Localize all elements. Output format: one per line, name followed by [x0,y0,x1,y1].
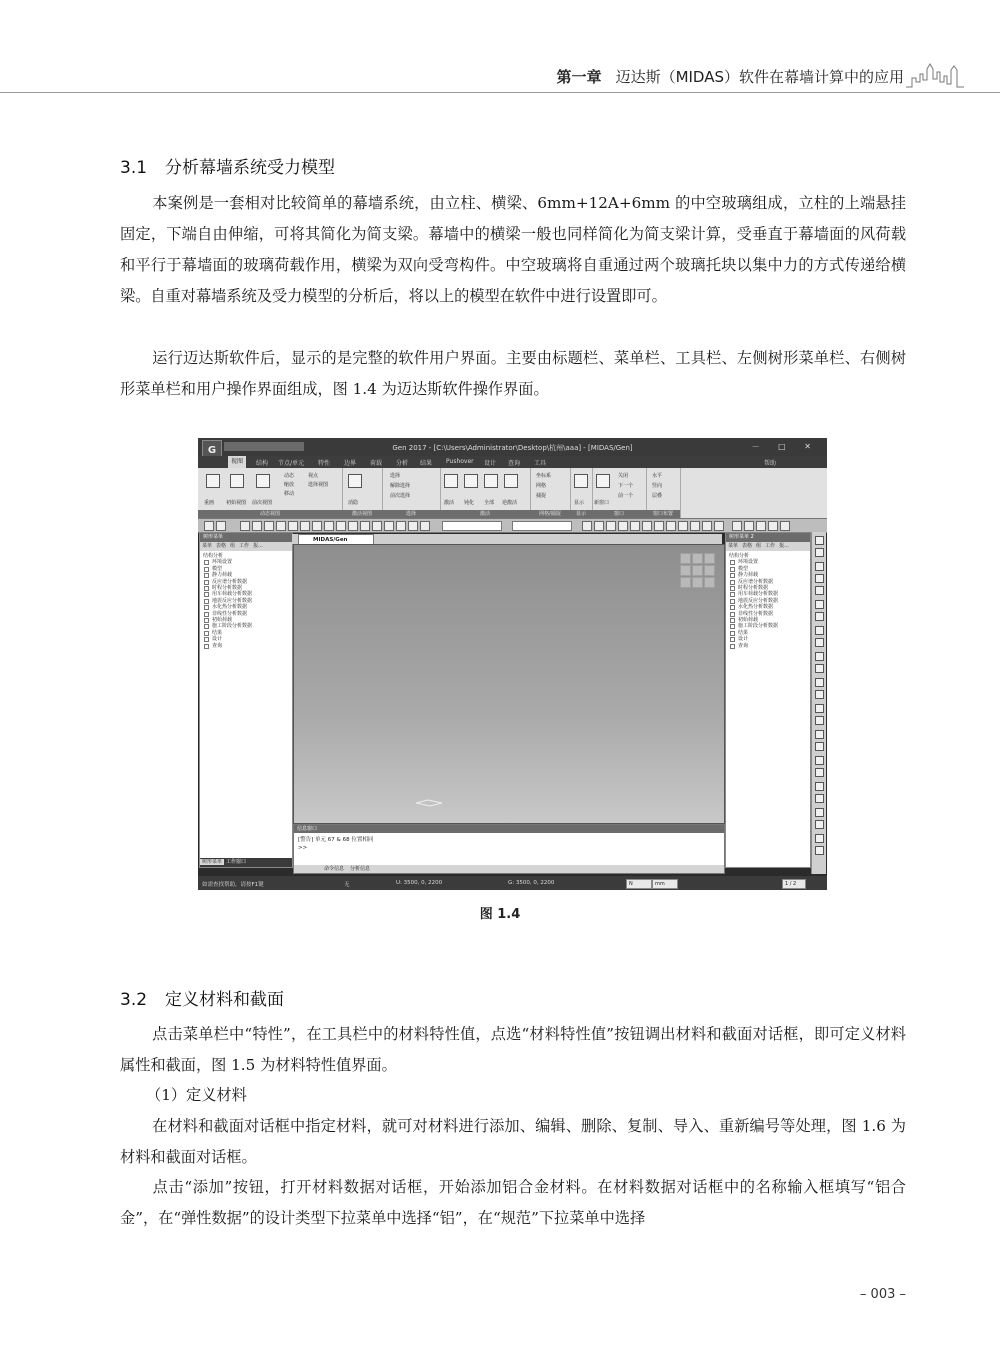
tool-icon[interactable] [815,794,824,803]
panel-title: 树形菜单 [200,533,292,542]
inverse-activate-icon[interactable] [504,474,518,488]
tree-item[interactable]: 环境设置 [200,559,292,565]
app-logo[interactable]: G [202,440,222,464]
redraw-icon[interactable] [206,474,220,488]
next-window-label[interactable]: 下一个 [618,483,634,489]
tree-item[interactable]: 查询 [726,643,810,649]
tool-icon[interactable] [815,626,824,635]
tab-work-window[interactable]: 工作窗口 [226,859,247,865]
document-tab[interactable]: MIDAS/Gen [298,534,374,544]
paragraph: 点击菜单栏中“特性”，在工具栏中的材料特性值，点选“材料特性值”按钮调出材料和截面对话框，即可定义材料属性和截面，图 1.5 为材料特性值界面。 [120,1025,906,1074]
tree-item[interactable]: 时程分析数据 [200,585,292,591]
select-label[interactable]: 选择 [390,473,401,479]
status-coord-g: G: 3500, 0, 2200 [508,880,555,886]
panel-tab[interactable]: 工作 [239,543,250,549]
ribbon-group-label: 激活 [440,510,530,518]
tree-item[interactable]: 用车荷载分析数据 [200,591,292,597]
ribbon-group-select [382,468,441,518]
figure-caption: 图 1.4 [479,907,521,922]
tree-item[interactable]: 设计 [726,636,810,642]
tool-icon[interactable] [815,574,824,583]
document-tab-strip [292,534,722,544]
unselect-label[interactable]: 解除选择 [390,483,411,489]
tool-icon[interactable] [744,521,754,531]
panel-tab[interactable]: 报... [779,543,789,549]
tree-menu [726,553,810,649]
status-selection: 无 [344,882,350,888]
status-coord-u: U: 3500, 0, 2200 [396,880,443,886]
ribbon-group-activate [440,468,531,518]
tool-icon[interactable] [300,521,310,531]
menu-design[interactable]: 设计 [484,460,497,467]
redo-icon[interactable] [216,521,226,531]
tree-item[interactable]: 水化热分析数据 [726,604,810,610]
menu-properties[interactable]: 特性 [318,460,331,467]
tool-icon[interactable] [815,730,824,739]
panel-tabs [200,542,292,551]
tool-icon[interactable] [690,521,700,531]
status-help: 如需查找帮助，请按F1键 [202,882,264,888]
tool-icon[interactable] [606,521,616,531]
tree-item[interactable]: 施工阶段分析数据 [726,623,810,629]
tool-icon[interactable] [348,521,358,531]
menu-boundary[interactable]: 边界 [344,460,357,467]
redraw-label[interactable]: 重画 [204,500,215,506]
tool-icon[interactable] [714,521,724,531]
command-field[interactable] [442,521,502,531]
hide-label[interactable]: 消隐 [348,500,359,506]
tree-item[interactable]: 静力荷载 [200,572,292,578]
new-window-label[interactable]: 新窗口 [594,500,610,506]
panel-tab[interactable]: 菜单 [202,543,213,549]
tool-icon[interactable] [815,704,824,713]
tool-icon[interactable] [815,652,824,661]
tool-icon[interactable] [336,521,346,531]
tool-icon[interactable] [815,820,824,829]
paragraph: 点击“添加”按钮，打开材料数据对话框，开始添加铝合金材料。在材料数据对话框中的名称输入框填写“铝合金”，在“弹性数据”的设计类型下拉菜单中选择“铝”，在“规范”下拉菜单中选择 [120,1178,906,1227]
message-line: [警告] 单元 67 & 68 位置相同 [298,837,374,843]
message-tabs [294,865,724,873]
force-unit-select[interactable]: N [626,879,652,889]
ribbon-group-grid-snap [530,468,571,518]
tool-icon[interactable] [396,521,406,531]
tool-icon[interactable] [815,716,824,725]
paragraph: 在材料和截面对话框中指定材料，就可对材料进行添加、编辑、删除、复制、导入、重新编号等处理，图 1.6 为材料和截面对话框。 [120,1117,906,1166]
tool-icon[interactable] [815,612,824,621]
page-indicator[interactable]: 1 / 2 [782,879,806,889]
menu-load[interactable]: 荷载 [370,460,383,467]
tree-menu [200,553,292,649]
panel-tab[interactable]: 表格 [742,543,753,549]
ribbon-group-label: 网格/捕捉 [530,510,570,518]
command-prompt[interactable]: >> [298,845,308,851]
tool-icon[interactable] [815,586,824,595]
tool-icon[interactable] [815,846,824,855]
panel-tab[interactable]: 组 [230,543,236,549]
tool-icon[interactable] [678,521,688,531]
ribbon-group-window [592,468,647,518]
tool-icon[interactable] [815,768,824,777]
page-number: – 003 – [859,1287,906,1302]
model-view-canvas[interactable] [293,544,725,824]
tool-icon[interactable] [815,536,824,545]
tool-icon[interactable] [594,521,604,531]
tool-icon[interactable] [582,521,592,531]
tree-item[interactable]: 地震反应分析数据 [726,598,810,604]
tree-item[interactable]: 环境设置 [726,559,810,565]
inverse-activate-label[interactable]: 逆激活 [502,500,518,506]
display-label[interactable]: 显示 [574,500,585,506]
section-heading-3-1: 3.1 分析幕墙系统受力模型 [120,158,336,178]
skyline-icon [906,60,964,88]
horizontal-label[interactable]: 水平 [652,473,663,479]
menu-analysis[interactable]: 分析 [396,460,409,467]
tool-icon[interactable] [815,548,824,557]
tree-item[interactable]: 设计 [200,636,292,642]
tree-item[interactable]: 施工阶段分析数据 [200,623,292,629]
window-controls[interactable]: － □ ✕ [751,442,819,451]
ribbon-group-dynamic-view [198,468,343,518]
menu-tools[interactable]: 工具 [534,460,547,467]
menu-help[interactable]: 帮助 [764,460,777,467]
tree-item[interactable]: 非线性分析数据 [726,611,810,617]
command-field[interactable] [512,521,572,531]
menu-pushover[interactable]: Pushover [446,458,474,465]
tool-icon[interactable] [618,521,628,531]
panel-tab[interactable]: 报... [253,543,263,549]
vertical-label[interactable]: 竖向 [652,483,663,489]
tool-icon[interactable] [815,600,824,609]
tool-icon[interactable] [420,521,430,531]
ribbon-group-label: 窗口 [592,510,646,518]
new-window-icon[interactable] [596,474,610,488]
tree-item[interactable]: 结果 [726,630,810,636]
pan-label[interactable]: 移动 [284,491,295,497]
grid-label[interactable]: 网格 [536,483,547,489]
software-screenshot-figure [198,438,827,890]
panel-tab[interactable]: 组 [756,543,762,549]
tool-icon[interactable] [815,742,824,751]
tab-analysis-info[interactable]: 分析信息 [350,866,371,872]
tree-item[interactable]: 地震反应分析数据 [200,598,292,604]
window-titlebar [198,438,827,456]
hide-icon[interactable] [348,474,362,488]
initial-view-icon[interactable] [230,474,244,488]
deactivate-icon[interactable] [464,474,478,488]
tree-item[interactable]: 静力荷载 [726,572,810,578]
tree-item[interactable]: 结构分析 [729,553,750,559]
panel-tab[interactable]: 表格 [216,543,227,549]
right-tree-panel [725,532,811,868]
tool-icon[interactable] [324,521,334,531]
tool-icon[interactable] [815,782,824,791]
display-icon[interactable] [574,474,588,488]
tree-item[interactable]: 初始荷载 [726,617,810,623]
ribbon-group-window-layout [646,468,681,518]
paragraph: 运行迈达斯软件后，显示的是完整的软件用户界面。主要由标题栏、菜单栏、工具栏、左侧树形菜单栏、右侧树形菜单栏和用户操作界面组成，图 1.4 为迈达斯软件操作界面。 [120,349,906,398]
subheading: （1）定义材料 [146,1086,247,1104]
dynamic-label[interactable]: 动态 [284,473,295,479]
activate-icon[interactable] [444,474,458,488]
tree-item[interactable]: 模型 [200,566,292,572]
running-header [557,66,904,87]
all-icon[interactable] [484,474,498,488]
ribbon-group-label: 显示 [570,510,592,518]
panel-title: 树形菜单 2 [726,533,810,542]
ribbon-group-label: 动态视图 [198,510,342,518]
previous-window-label[interactable]: 前一个 [618,493,634,499]
deactivate-label[interactable]: 钝化 [464,500,475,506]
message-window [293,824,725,874]
panel-tab[interactable]: 工作 [765,543,776,549]
panel-bottom-tabs [200,858,292,867]
tree-item[interactable]: 结构分析 [203,553,224,559]
tool-icon[interactable] [732,521,742,531]
tool-icon[interactable] [768,521,778,531]
initial-view-label[interactable]: 初始视图 [226,500,247,506]
tool-icon[interactable] [372,521,382,531]
window-title: Gen 2017 - [C:\Users\Administrator\Desktop\杭州\aaa] - [MIDAS/Gen] [392,444,633,452]
tool-icon[interactable] [815,690,824,699]
ribbon-group-active-view [342,468,383,518]
viewpoint-label[interactable]: 视点 [308,473,319,479]
tool-icon[interactable] [240,521,250,531]
tool-icon[interactable] [702,521,712,531]
tool-icon[interactable] [780,521,790,531]
activate-label[interactable]: 激活 [444,500,455,506]
ribbon-group-label: 窗口布置 [646,510,680,518]
view-cube-icon[interactable] [680,553,716,589]
tree-item[interactable]: 模型 [726,566,810,572]
tree-item[interactable]: 反应谱分析数据 [200,579,292,585]
panel-tabs [726,542,810,551]
chapter-label: 第一章 [556,68,602,86]
menu-view[interactable]: 视图 [228,456,246,468]
menu-bar [198,456,827,468]
select-view-label[interactable]: 选择视图 [308,482,329,488]
cascade-label[interactable]: 层叠 [652,493,663,499]
tool-icon[interactable] [288,521,298,531]
paragraph: 本案例是一套相对比较简单的幕墙系统，由立柱、横梁、6mm+12A+6mm 的中空玻璃组成，立柱的上端悬挂固定，下端自由伸缩，可将其简化为简支梁。幕墙中的横梁一般也同样简化为简支梁计算，受垂直于幕墙面的风荷载和平行于幕墙面的玻璃荷载作用，横梁为双向受弯构件。中空玻璃将自重通过两个玻璃托块以集中力的方式传递给横梁。自重对幕墙系统及受力模型的分析后，将以上的模型在软件中进行设置即可。 [120,194,906,305]
header-rule [0,92,1000,93]
message-window-title: 信息窗口 [294,825,724,833]
length-unit-select[interactable]: mm [652,879,678,889]
tool-icon[interactable] [815,638,824,647]
tree-item[interactable]: 初始荷载 [200,617,292,623]
tool-icon[interactable] [666,521,676,531]
icon-toolbar [198,518,827,533]
panel-tab[interactable]: 菜单 [728,543,739,549]
menu-query[interactable]: 查询 [508,460,521,467]
tree-item[interactable]: 结果 [200,630,292,636]
menu-structure[interactable]: 结构 [256,460,269,467]
tool-icon[interactable] [815,808,824,817]
tool-icon[interactable] [815,756,824,765]
menu-results[interactable]: 结果 [420,460,433,467]
tool-icon[interactable] [360,521,370,531]
tool-icon[interactable] [815,678,824,687]
tool-icon[interactable] [312,521,322,531]
tool-icon[interactable] [654,521,664,531]
previous-select-label[interactable]: 前次选择 [390,493,411,499]
tool-icon[interactable] [642,521,652,531]
status-bar [198,876,827,890]
tool-icon[interactable] [756,521,766,531]
tree-item[interactable]: 用车荷载分析数据 [726,591,810,597]
all-label[interactable]: 全部 [484,500,495,506]
tree-item[interactable]: 查询 [200,643,292,649]
snap-label[interactable]: 捕捉 [536,493,547,499]
tab-command-info[interactable]: 命令信息 [324,866,345,872]
tool-icon[interactable] [630,521,640,531]
menu-node-element[interactable]: 节点/单元 [278,460,305,467]
axis-icon [414,797,444,807]
right-icon-strip [811,532,826,874]
previous-view-label[interactable]: 前次视图 [252,500,273,506]
ribbon-group-label: 激活视图 [342,510,382,518]
tab-tree-menu[interactable]: 树形菜单 [202,859,223,865]
tool-icon[interactable] [408,521,418,531]
left-tree-panel [199,532,293,868]
tree-item[interactable]: 反应谱分析数据 [726,579,810,585]
zoom-label[interactable]: 缩放 [284,482,295,488]
tool-icon[interactable] [815,562,824,571]
tool-icon[interactable] [264,521,274,531]
ribbon-group-label: 选择 [382,510,440,518]
tool-icon[interactable] [815,664,824,673]
chapter-title: 迈达斯（MIDAS）软件在幕墙计算中的应用 [615,68,904,86]
tree-item[interactable]: 非线性分析数据 [200,611,292,617]
ribbon [198,468,827,518]
tool-icon[interactable] [384,521,394,531]
tool-icon[interactable] [815,834,824,843]
tool-icon[interactable] [252,521,262,531]
previous-view-icon[interactable] [256,474,270,488]
section-heading-3-2: 3.2 定义材料和截面 [120,990,285,1010]
coordinate-label[interactable]: 坐标系 [536,473,552,479]
tree-item[interactable]: 水化热分析数据 [200,604,292,610]
undo-icon[interactable] [204,521,214,531]
tool-icon[interactable] [276,521,286,531]
close-window-label[interactable]: 关闭 [618,473,629,479]
ribbon-group-display [570,468,593,518]
tree-item[interactable]: 时程分析数据 [726,585,810,591]
